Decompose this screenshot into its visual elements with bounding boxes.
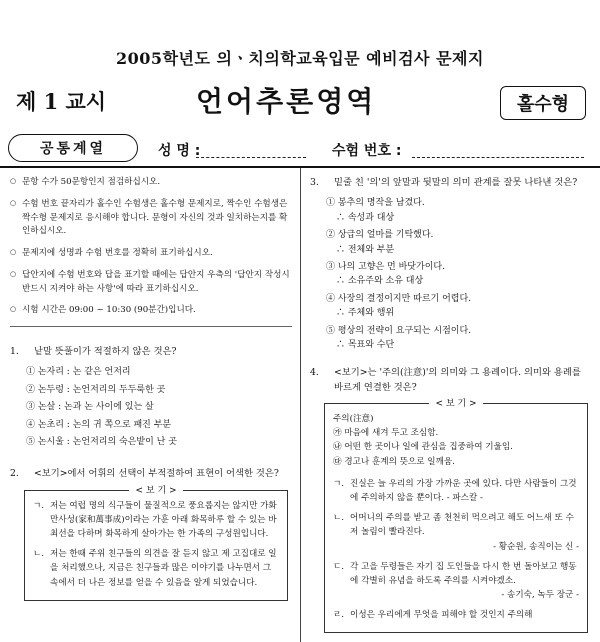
question-text: 밑줄 친 '의'의 앞말과 뒷말의 의미 관계를 잘못 나타낸 것은? bbox=[334, 177, 578, 188]
notice-item: ○ 답안지에 수험 번호와 답을 표기할 때에는 답안지 우측의 '답안지 작성시 반드시 지켜야 하는 사항'에 따라 표기하십시오. bbox=[10, 269, 292, 297]
bogi-item: ㄹ. 이성은 우리에게 무엇을 피해야 할 것인지 주의해 bbox=[333, 610, 533, 621]
bogi-title: < 보 기 > bbox=[429, 399, 482, 409]
bogi-box bbox=[324, 399, 588, 633]
name-label: 성 명 : bbox=[158, 143, 201, 159]
question-2 bbox=[10, 467, 292, 600]
question-1 bbox=[10, 345, 292, 449]
answer-option[interactable]: ② 논두렁 : 논언저리의 두두룩한 곳 bbox=[26, 384, 166, 395]
notice-separator bbox=[10, 326, 292, 327]
bogi-item: ㄱ. 진실은 늘 우리의 가장 가까운 곳에 있다. 다만 사람들이 그것에 주의하지 않을 뿐이다. - 파스칼 - bbox=[333, 478, 577, 503]
answer-option[interactable]: ③ 논살 : 논과 논 사이에 있는 살 bbox=[26, 402, 154, 413]
question-number: 4. bbox=[310, 367, 319, 379]
question-text: 낱말 뜻풀이가 적절하지 않은 것은? bbox=[34, 346, 177, 357]
bogi-mark: ㄴ. bbox=[33, 549, 45, 560]
question-text: <보기>는 '주의(注意)'의 의미와 그 용례이다. 의미와 용례를 바르게 연결한 것은? bbox=[334, 367, 581, 393]
answer-option[interactable]: ① 논자리 : 논 같은 언저리 bbox=[26, 367, 131, 378]
notice-list bbox=[10, 176, 292, 318]
bogi-item bbox=[33, 547, 279, 590]
bogi-item: ㄴ. 어머니의 주의를 받고 좀 천천히 먹으려고 해도 어느새 또 수저 놀림이 빨라진다. - 황순원, 송직이는 신 - bbox=[333, 513, 579, 552]
answer-option[interactable]: ⑤ 평상의 전략이 요구되는 시점이다. ∴ 목표와 수단 bbox=[326, 325, 472, 350]
bogi-meaning: ㉰ 경고나 훈계의 뜻으로 일깨움. bbox=[333, 456, 455, 467]
question-4-stem bbox=[310, 366, 592, 395]
answer-option[interactable]: ④ 논초리 : 논의 귀 쪽으로 패진 부분 bbox=[26, 419, 172, 430]
column-divider bbox=[300, 168, 301, 642]
question-number: 3. bbox=[310, 177, 319, 188]
answer-option[interactable]: ④ 사장의 결정이지만 따르기 어렵다. ∴ 주체와 행위 bbox=[326, 293, 472, 319]
question-1-options bbox=[10, 365, 292, 449]
notice-item: ○ 문항 수가 50문항인지 점검하십시오. bbox=[10, 176, 292, 190]
exam-title: 2005학년도 의ㆍ치의학교육입문 예비검사 문제지 bbox=[116, 49, 484, 68]
question-3-stem bbox=[310, 176, 592, 190]
question-1-stem bbox=[10, 345, 292, 359]
subject-title: 언어추론영역 bbox=[196, 85, 377, 118]
notice-item: ○ 수험 번호 끝자리가 홀수인 수험생은 홀수형 문제지로, 짝수인 수험생은 짝수형 문제지로 응시해야 합니다. 문형이 자신의 것과 일치하는지를 확인하십시오. bbox=[10, 198, 292, 239]
bogi-box bbox=[24, 485, 288, 601]
bogi-mark: ㄱ. bbox=[33, 500, 45, 511]
bogi-meaning: ㉮ 마음에 새겨 두고 조심함. bbox=[333, 428, 439, 439]
question-text: <보기>에서 어휘의 선택이 부적절하여 표현이 어색한 것은? bbox=[34, 468, 279, 480]
notice-item: ○ 문제지에 성명과 수험 번호를 정확히 표기하십시오. bbox=[10, 247, 292, 261]
left-column bbox=[10, 176, 292, 613]
bogi-text: 저는 여럽 명의 식구들이 물질적으로 풍요롭지는 않지만 가화만사성(家和萬事成)이라는 가훈 아래 화목하루 할 수 있는 바 최선을 다하며 화목하게 살아가는 한 가족의 구성원입니다. bbox=[50, 500, 277, 540]
question-3-options bbox=[310, 196, 592, 352]
answer-option[interactable]: ① 봉추의 명작을 남겼다. ∴ 속성과 대상 bbox=[326, 198, 425, 223]
form-type-box: 홀수형 bbox=[500, 86, 586, 120]
bogi-heading: 주의(注意) bbox=[333, 414, 374, 425]
bogi-item bbox=[33, 499, 279, 542]
bogi-title: < 보 기 > bbox=[129, 486, 182, 496]
bogi-item: ㄷ. 각 고을 두령들은 자기 집 도인들을 다시 한 번 돌아보고 행동에 각별히 유념을 하도록 주의를 시켜야겠소. - 송기숙, 녹두 장군 - bbox=[333, 561, 579, 601]
bogi-text: 저는 한때 주위 친구들의 의견을 잘 듣지 않고 제 고집대로 일을 처리했으나, 지금은 친구들과 많은 이야기를 나누면서 그 속에서 더 나은 정보를 얻을 수 있음을 알게 되었습니다. bbox=[50, 549, 277, 588]
name-field-line[interactable] bbox=[196, 157, 306, 158]
question-4 bbox=[310, 366, 592, 633]
question-2-stem bbox=[10, 467, 292, 481]
common-track-badge: 공통계열 bbox=[8, 134, 138, 162]
right-column bbox=[310, 176, 592, 642]
question-3 bbox=[310, 176, 592, 352]
bogi-meaning: ㉯ 어떤 한 곳이나 일에 관심을 집중하여 기울임. bbox=[333, 442, 513, 453]
notice-item: ○ 시험 시간은 09:00 ~ 10:30 (90분간)입니다. bbox=[10, 304, 292, 318]
answer-option[interactable]: ② 상급의 얼마를 기탁했다. ∴ 전체와 부분 bbox=[326, 230, 434, 255]
answer-option[interactable]: ⑤ 논시울 : 논언저리의 숙은밭이 난 곳 bbox=[26, 436, 177, 447]
session-label: 제 1 교시 bbox=[16, 89, 107, 114]
question-number: 1. bbox=[10, 346, 19, 357]
exam-number-label: 수험 번호 : bbox=[332, 143, 402, 159]
exam-number-field-line[interactable] bbox=[412, 157, 584, 158]
answer-option[interactable]: ③ 나의 고향은 먼 바닷가이다. ∴ 소유주와 소유 대상 bbox=[326, 261, 445, 287]
question-number: 2. bbox=[10, 468, 19, 480]
